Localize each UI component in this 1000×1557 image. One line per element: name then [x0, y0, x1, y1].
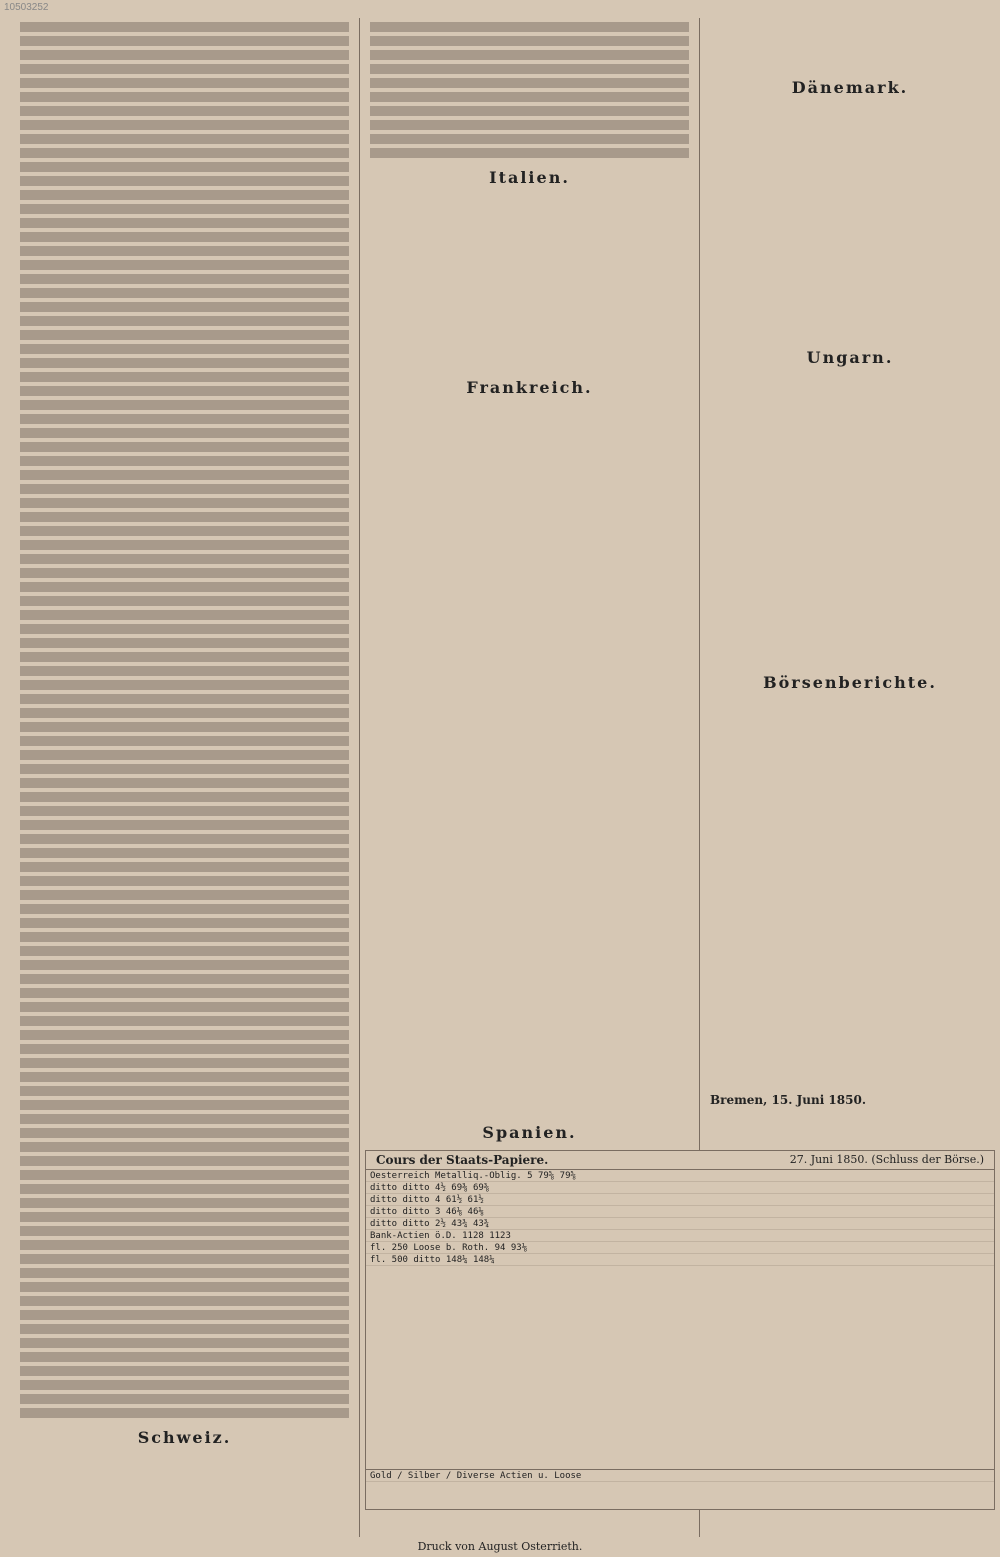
table-row: Oesterreich Metalliq.-Oblig. 5 79⅝ 79⅝: [366, 1170, 994, 1182]
printer-line: Druck von August Osterrieth.: [417, 1540, 583, 1553]
column-middle-text: [370, 18, 689, 162]
table-date: 27. Juni 1850. (Schluss der Börse.): [789, 1153, 984, 1166]
table-row: fl. 250 Loose b. Roth. 94 93⅛: [366, 1242, 994, 1254]
table-row: Bank-Actien ö.D. 1128 1123: [366, 1230, 994, 1242]
section-spain: Spanien.: [482, 1123, 577, 1142]
table-row: ditto ditto 2½ 43¾ 43¾: [366, 1218, 994, 1230]
section-exchange: Börsenberichte.: [763, 673, 937, 692]
section-switzerland: Schweiz.: [137, 1428, 232, 1447]
section-france: Frankreich.: [466, 378, 593, 397]
table-row: ditto ditto 3 46⅛ 46⅛: [366, 1206, 994, 1218]
section-denmark: Dänemark.: [791, 78, 909, 97]
table-title: Cours der Staats-Papiere.: [376, 1153, 549, 1167]
currency-row: Gold / Silber / Diverse Actien u. Loose: [366, 1470, 994, 1482]
table-grid: [366, 1169, 994, 1469]
table-row: ditto ditto 4½ 69⅜ 69⅜: [366, 1182, 994, 1194]
table-row: fl. 500 ditto 148¼ 148¼: [366, 1254, 994, 1266]
table-row: ditto ditto 4 61½ 61½: [366, 1194, 994, 1206]
section-italy: Italien.: [489, 168, 570, 187]
scan-id: 10503252: [4, 2, 49, 13]
column-left: [10, 18, 360, 1537]
currency-table: [366, 1469, 994, 1509]
section-hungary: Ungarn.: [806, 348, 894, 367]
stock-table: [365, 1150, 995, 1510]
column-left-text: [20, 18, 349, 1422]
bremen-date: Bremen, 15. Juni 1850.: [710, 1093, 867, 1107]
